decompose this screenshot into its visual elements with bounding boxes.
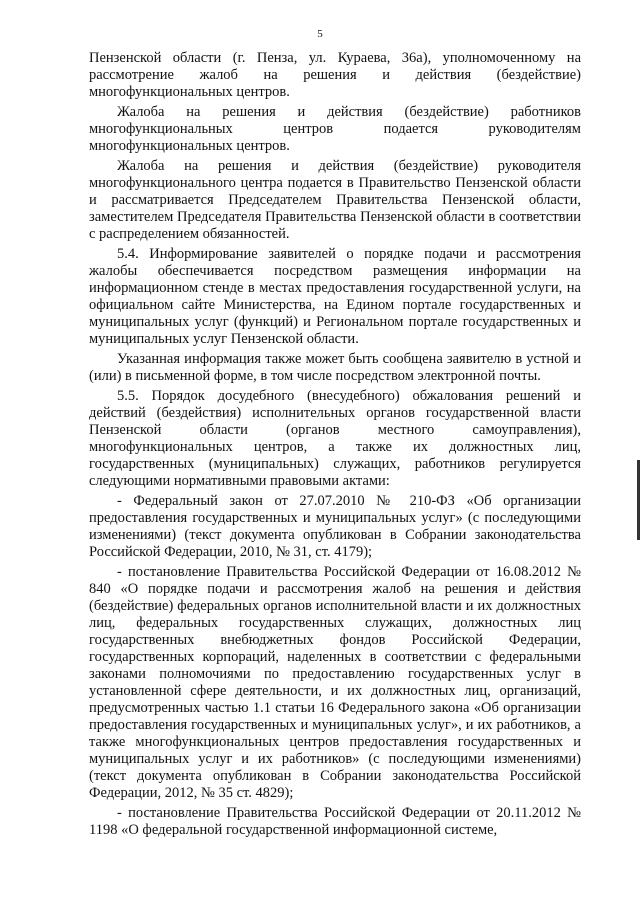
- document-body: [89, 50, 581, 842]
- paragraph: 5.5. Порядок досудебного (внесудебного) обжалования решений и действий (бездействия) исполнительных органов государственной власти Пензенской области (органов местного самоуправления), многофункциональных центров, а также их должностных лиц, государственных (муниципальных) служащих, работников регулируется следующими нормативными правовыми актами:: [89, 388, 581, 489]
- page-number: 5: [317, 28, 323, 40]
- paragraph: - постановление Правительства Российской Федерации от 16.08.2012 № 840 «О порядке подачи и рассмотрения жалоб на решения и действия (бездействие) федеральных органов исполнительной власти и их должностных лиц, федеральных государственных служащих, должностных лиц государственных внебюджетных фондов Российской Федерации, государственных корпораций, наделенных в соответствии с федеральными законами полномочиями по предоставлению государственных услуг в установленной сфере деятельности, и их должностных лиц, организаций, предусмотренных частью 1.1 статьи 16 Федерального закона «Об организации предоставления государственных и муниципальных услуг», и их работников, а также многофункциональных центров предоставления государственных и муниципальных услуг и их работников» (с последующими изменениями) (текст документа опубликован в Собрании законодательства Российской Федерации, 2012, № 35 ст. 4829);: [89, 564, 581, 801]
- paragraph: Указанная информация также может быть сообщена заявителю в устной и (или) в письменной форме, в том числе посредством электронной почты.: [89, 351, 581, 384]
- paragraph: 5.4. Информирование заявителей о порядке подачи и рассмотрения жалобы обеспечивается посредством размещения информации на информационном стенде в местах предоставления государственной услуги, на официальном сайте Министерства, на Едином портале государственных и муниципальных услуг (функций) и Региональном портале государственных и муниципальных услуг Пензенской области.: [89, 246, 581, 347]
- paragraph: - Федеральный закон от 27.07.2010 № 210-ФЗ «Об организации предоставления государственных и муниципальных услуг» (с последующими изменениями) (текст документа опубликован в Собрании законодательства Российской Федерации, 2010, № 31, ст. 4179);: [89, 493, 581, 560]
- paragraph: Жалоба на решения и действия (бездействие) работников многофункциональных центров подается руководителям многофункциональных центров.: [89, 104, 581, 154]
- paragraph: Жалоба на решения и действия (бездействие) руководителя многофункционального центра подается в Правительство Пензенской области и рассматривается Председателем Правительства Пензенской области, заместителем Председателя Правительства Пензенской области в соответствии с распределением обязанностей.: [89, 158, 581, 242]
- paragraph: Пензенской области (г. Пенза, ул. Кураева, 36а), уполномоченному на рассмотрение жалоб на решения и действия (бездействие) многофункциональных центров.: [89, 50, 581, 100]
- paragraph: - постановление Правительства Российской Федерации от 20.11.2012 № 1198 «О федеральной государственной информационной системе,: [89, 805, 581, 838]
